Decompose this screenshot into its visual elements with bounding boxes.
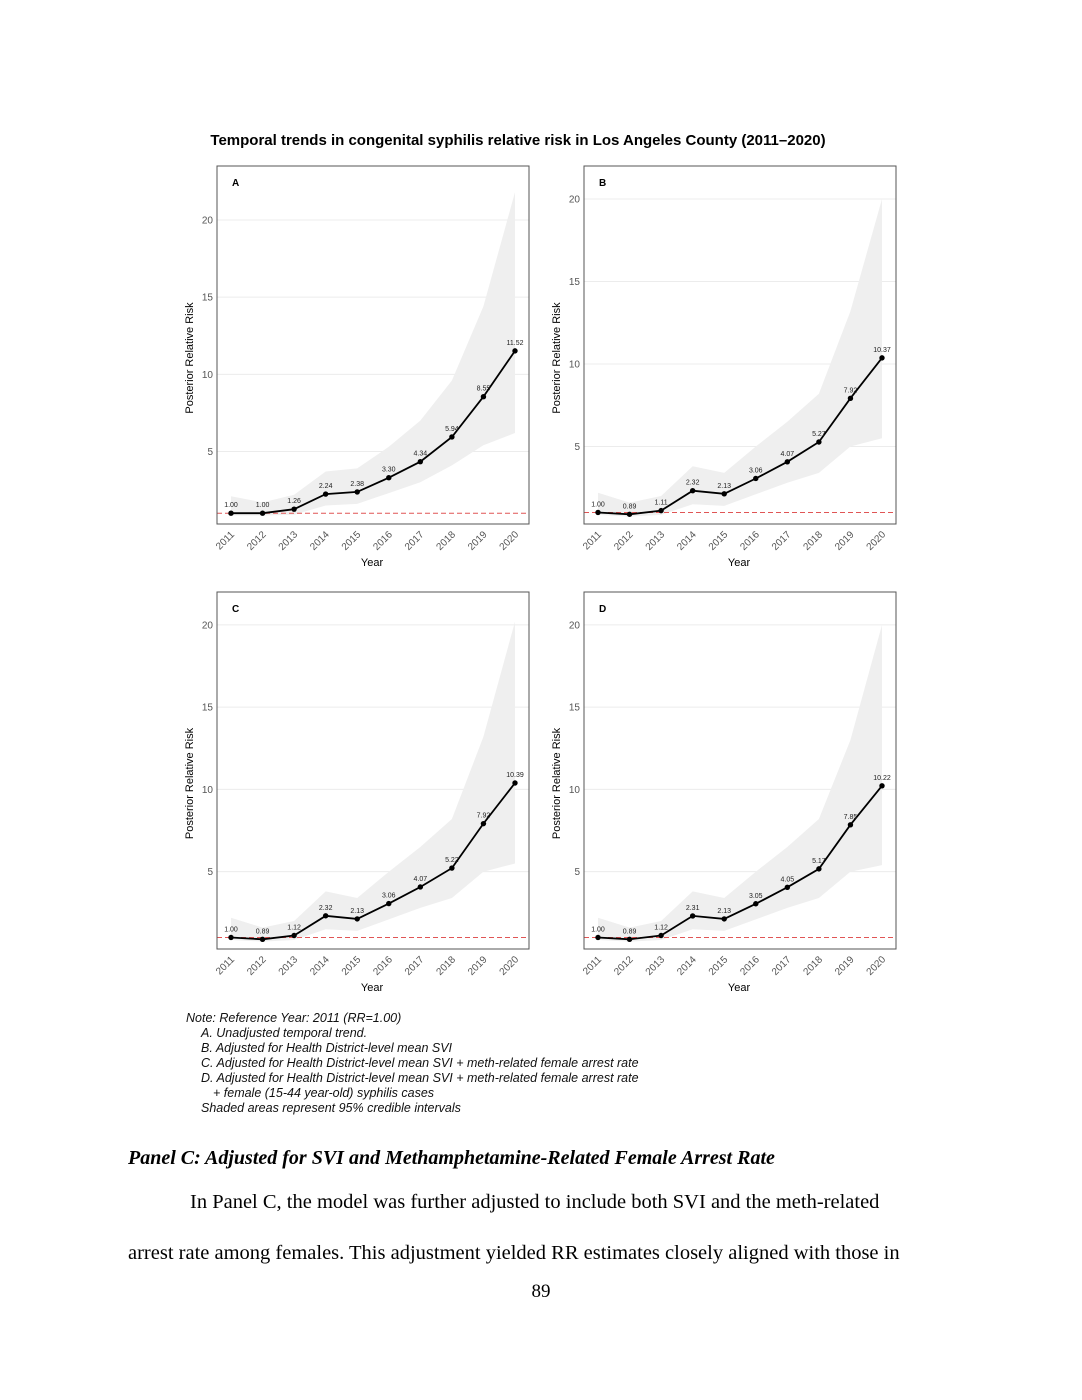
data-label: 1.00 xyxy=(224,502,238,510)
data-label: 2.13 xyxy=(717,907,732,915)
y-tick-label: 5 xyxy=(574,441,580,453)
note-b: B. Adjusted for Health District-level mean SVI xyxy=(201,1041,453,1055)
data-point xyxy=(753,476,758,481)
x-axis-title: Year xyxy=(360,557,384,569)
panel-letter: A xyxy=(232,178,240,189)
chart-panel-a xyxy=(184,166,529,569)
data-point xyxy=(785,459,790,464)
x-tick-label: 2015 xyxy=(339,529,364,553)
data-point xyxy=(481,821,486,826)
y-tick-label: 20 xyxy=(568,620,580,632)
x-tick-label: 2011 xyxy=(214,954,238,978)
data-label: 7.92 xyxy=(476,812,491,820)
data-label: 4.34 xyxy=(413,450,428,458)
data-label: 1.12 xyxy=(654,924,668,932)
chart-panels xyxy=(184,166,896,994)
data-label: 11.52 xyxy=(506,339,524,347)
note-d-continued: + female (15-44 year-old) syphilis cases xyxy=(213,1086,435,1100)
note-d: D. Adjusted for Health District-level mean SVI + meth-related female arrest rate xyxy=(201,1071,639,1085)
data-label: 10.39 xyxy=(506,772,524,780)
data-point xyxy=(449,865,454,870)
chart-panel-d xyxy=(551,592,896,994)
note-a: A. Unadjusted temporal trend. xyxy=(201,1026,368,1040)
data-point xyxy=(355,489,360,494)
panel-letter: D xyxy=(599,604,607,615)
data-label: 2.38 xyxy=(350,480,365,488)
y-tick-label: 10 xyxy=(568,784,580,796)
x-tick-label: 2015 xyxy=(706,954,731,978)
x-tick-label: 2014 xyxy=(308,954,332,978)
x-tick-label: 2013 xyxy=(643,529,668,553)
data-label: 10.22 xyxy=(873,774,891,782)
data-label: 2.24 xyxy=(318,483,333,491)
x-axis-title: Year xyxy=(727,557,751,569)
data-point xyxy=(481,394,486,399)
data-point xyxy=(386,901,391,906)
x-tick-label: 2016 xyxy=(371,529,395,553)
x-tick-label: 2018 xyxy=(434,954,459,978)
y-axis-title: Posterior Relative Risk xyxy=(184,302,196,414)
x-tick-label: 2018 xyxy=(801,529,826,553)
data-label: 3.06 xyxy=(381,892,396,900)
data-point xyxy=(848,396,853,401)
note-shading: Shaded areas represent 95% credible intervals xyxy=(201,1101,461,1115)
data-label: 1.00 xyxy=(224,926,238,934)
data-point xyxy=(722,491,727,496)
figure-title: Temporal trends in congenital syphilis relative risk in Los Angeles County (2011–2020) xyxy=(210,132,826,149)
data-point xyxy=(879,783,884,788)
data-label: 4.07 xyxy=(413,875,428,883)
data-label: 2.32 xyxy=(685,479,700,487)
x-tick-label: 2019 xyxy=(833,529,857,553)
data-point xyxy=(753,901,758,906)
data-label: 5.27 xyxy=(812,431,826,439)
x-tick-label: 2019 xyxy=(466,529,490,553)
data-point xyxy=(848,822,853,827)
note-c: C. Adjusted for Health District-level mean SVI + meth-related female arrest rate xyxy=(201,1056,639,1070)
data-point xyxy=(690,488,695,493)
x-axis-title: Year xyxy=(360,982,384,994)
data-label: 1.11 xyxy=(654,499,668,507)
data-point xyxy=(323,913,328,918)
x-tick-label: 2020 xyxy=(497,529,522,553)
x-tick-label: 2017 xyxy=(402,529,427,553)
data-label: 7.85 xyxy=(843,813,858,821)
data-label: 2.13 xyxy=(717,482,732,490)
data-point xyxy=(228,510,233,515)
x-tick-label: 2015 xyxy=(706,529,731,553)
data-point xyxy=(785,885,790,890)
data-point xyxy=(386,475,391,480)
data-point xyxy=(355,916,360,921)
x-tick-label: 2016 xyxy=(738,954,762,978)
y-tick-label: 20 xyxy=(568,194,580,206)
data-point xyxy=(690,913,695,918)
data-label: 1.00 xyxy=(591,926,605,934)
data-label: 3.06 xyxy=(748,467,763,475)
x-tick-label: 2014 xyxy=(308,529,332,553)
paragraph-line-1: In Panel C, the model was further adjusted to include both SVI and the meth-related xyxy=(190,1191,880,1213)
x-tick-label: 2011 xyxy=(214,529,238,553)
x-tick-label: 2015 xyxy=(339,954,364,978)
paragraph-line-2: arrest rate among females. This adjustment yielded RR estimates closely aligned with those in xyxy=(128,1242,900,1264)
x-tick-label: 2013 xyxy=(643,954,668,978)
x-tick-label: 2011 xyxy=(581,954,605,978)
data-label: 1.26 xyxy=(287,498,301,506)
data-label: 3.30 xyxy=(381,466,396,474)
x-tick-label: 2019 xyxy=(833,954,857,978)
data-point xyxy=(658,508,663,513)
x-tick-label: 2011 xyxy=(581,529,605,553)
y-tick-label: 10 xyxy=(201,369,213,381)
y-axis-title: Posterior Relative Risk xyxy=(551,727,563,840)
data-point xyxy=(658,933,663,938)
figure-notes xyxy=(186,1011,639,1116)
x-tick-label: 2012 xyxy=(612,529,636,553)
data-point xyxy=(449,434,454,439)
x-tick-label: 2012 xyxy=(612,954,636,978)
data-point xyxy=(260,937,265,942)
y-tick-label: 15 xyxy=(201,702,213,714)
data-point xyxy=(291,506,296,511)
data-point xyxy=(879,355,884,360)
data-point xyxy=(418,884,423,889)
y-tick-label: 5 xyxy=(207,867,213,879)
data-point xyxy=(722,916,727,921)
y-tick-label: 20 xyxy=(201,620,213,632)
data-point xyxy=(228,935,233,940)
x-tick-label: 2018 xyxy=(801,954,826,978)
x-tick-label: 2013 xyxy=(276,954,301,978)
x-tick-label: 2020 xyxy=(864,954,889,978)
data-point xyxy=(323,491,328,496)
data-label: 5.22 xyxy=(445,857,459,865)
x-tick-label: 2013 xyxy=(276,529,301,553)
data-label: 0.89 xyxy=(622,928,637,936)
data-point xyxy=(260,510,265,515)
data-label: 4.07 xyxy=(780,450,795,458)
data-point xyxy=(627,512,632,517)
y-tick-label: 15 xyxy=(568,702,580,714)
data-point xyxy=(291,933,296,938)
data-point xyxy=(627,937,632,942)
data-label: 10.37 xyxy=(873,346,891,354)
data-point xyxy=(595,510,600,515)
data-label: 2.13 xyxy=(350,907,365,915)
x-tick-label: 2018 xyxy=(434,529,459,553)
data-point xyxy=(816,866,821,871)
section-heading: Panel C: Adjusted for SVI and Methamphetamine-Related Female Arrest Rate xyxy=(128,1147,775,1169)
y-tick-label: 5 xyxy=(574,867,580,879)
data-point xyxy=(512,348,517,353)
data-label: 2.32 xyxy=(318,904,333,912)
x-tick-label: 2017 xyxy=(769,954,794,978)
y-tick-label: 15 xyxy=(568,276,580,288)
data-point xyxy=(512,780,517,785)
data-label: 0.89 xyxy=(255,928,270,936)
y-tick-label: 5 xyxy=(207,446,213,458)
page-number: 89 xyxy=(531,1281,551,1302)
x-tick-label: 2019 xyxy=(466,954,490,978)
data-point xyxy=(816,439,821,444)
data-label: 4.05 xyxy=(780,876,795,884)
data-label: 3.05 xyxy=(748,892,763,900)
x-tick-label: 2020 xyxy=(864,529,889,553)
data-label: 5.94 xyxy=(445,425,459,433)
x-tick-label: 2012 xyxy=(245,529,269,553)
panel-letter: C xyxy=(232,604,240,615)
y-tick-label: 10 xyxy=(568,359,580,371)
y-tick-label: 15 xyxy=(201,292,213,304)
data-label: 8.55 xyxy=(476,385,491,393)
data-label: 7.92 xyxy=(843,387,858,395)
note-reference: Note: Reference Year: 2011 (RR=1.00) xyxy=(186,1011,402,1025)
chart-panel-c xyxy=(184,592,529,994)
panel-letter: B xyxy=(599,178,607,189)
data-label: 5.17 xyxy=(812,857,826,865)
chart-panel-b xyxy=(551,166,896,569)
y-tick-label: 10 xyxy=(201,784,213,796)
y-axis-title: Posterior Relative Risk xyxy=(184,727,196,840)
x-tick-label: 2012 xyxy=(245,954,269,978)
x-tick-label: 2017 xyxy=(402,954,427,978)
data-point xyxy=(595,935,600,940)
data-label: 2.31 xyxy=(685,904,700,912)
x-tick-label: 2016 xyxy=(738,529,762,553)
x-tick-label: 2020 xyxy=(497,954,522,978)
x-tick-label: 2014 xyxy=(675,954,699,978)
data-label: 0.89 xyxy=(622,503,637,511)
y-tick-label: 20 xyxy=(201,215,213,227)
y-axis-title: Posterior Relative Risk xyxy=(551,302,563,414)
x-tick-label: 2017 xyxy=(769,529,794,553)
x-tick-label: 2016 xyxy=(371,954,395,978)
data-point xyxy=(418,459,423,464)
data-label: 1.00 xyxy=(255,502,270,510)
data-label: 1.12 xyxy=(287,924,301,932)
x-axis-title: Year xyxy=(727,982,751,994)
x-tick-label: 2014 xyxy=(675,529,699,553)
data-label: 1.00 xyxy=(591,501,605,509)
